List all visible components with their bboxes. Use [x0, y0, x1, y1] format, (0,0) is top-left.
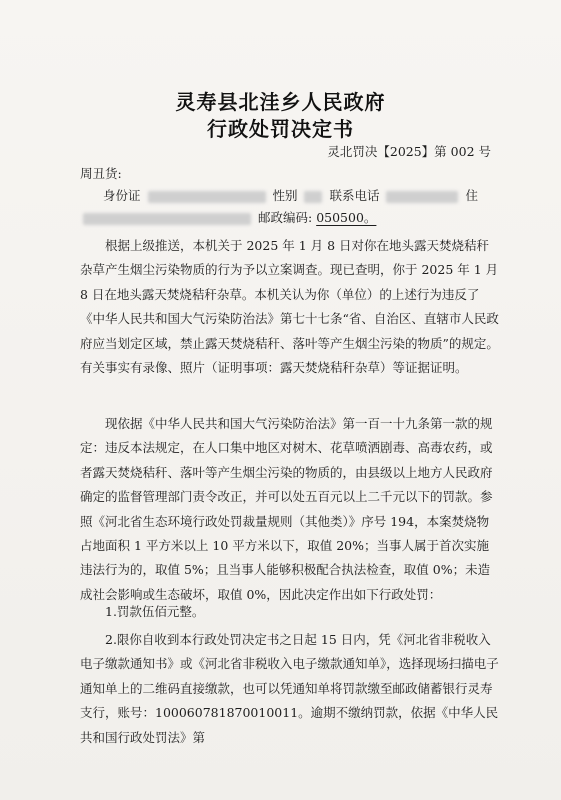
postcode-value: 050500。: [316, 210, 377, 225]
issuer-title: 灵寿县北洼乡人民政府: [175, 90, 386, 114]
paragraph-facts: 根据上级推送，本机关于 2025 年 1 月 8 日对你在地头露天焚烧秸秆杂草产生烟尘污染物质的行为予以立案调查。现已查明，你于 2025 年 1 月 8 日在地头露天焚烧秸秆杂草。本机关认为你（单位）的上述行为违反了《中华人民共和国大气污染防治法》第七十七条“省、自治区、直辖市人民政府应当划定区域，禁止露天焚烧秸秆、落叶等产生烟尘污染的物质”的规定。有关事实有录像、照片（证明事项：露天焚烧秸秆杂草）等证据证明。: [80, 238, 503, 375]
document-title: 行政处罚决定书: [207, 117, 354, 141]
redacted-id: [148, 191, 266, 203]
penalty-item-1: 1.罚款伍佰元整。: [105, 604, 205, 619]
document-number: 灵北罚决【2025】第 002 号: [327, 144, 491, 159]
address-label: 住: [465, 188, 478, 203]
phone-label: 联系电话: [329, 188, 380, 203]
penalty-item-2: 2.限你自收到本行政处罚决定书之日起 15 日内，凭《河北省非税收入电子缴款通知书》或《河北省非税收入电子缴款通知单》，选择现场扫描电子通知单上的二维码直接缴款，也可以凭通知单将罚款缴至邮政储蓄银行灵寿支行，账号：100060781870010011。逾期不缴纳罚款，依据《中华人民共和国行政处罚法》第: [80, 632, 499, 745]
recipient-info-line1: [103, 186, 478, 204]
id-label: 身份证: [103, 188, 141, 203]
redacted-phone: [386, 191, 458, 203]
paragraph-legal-basis: 现依据《中华人民共和国大气污染防治法》第一百一十九条第一款的规定：违反本法规定，在人口集中地区对树木、花草喷洒剧毒、高毒农药，或者露天焚烧秸秆、落叶等产生烟尘污染的物质的，由县级以上地方人民政府确定的监督管理部门责令改正，并可以处五百元以上二千元以下的罚款。参照《河北省生态环境行政处罚裁量规则（其他类）》序号 194，本案焚烧物占地面积 1 平方米以上 10 平方米以下，取值 20%；当事人属于首次实施违法行为的，取值 5%；且当事人能够积极配合执法检查，取值 0%；未造成社会影响或生态破坏，取值 0%，因此决定作出如下行政处罚：: [80, 416, 493, 602]
recipient-info-line2: [80, 208, 376, 226]
recipient-name: 周丑货:: [80, 166, 122, 181]
gender-label: 性别: [272, 188, 298, 203]
redacted-address: [83, 213, 251, 225]
redacted-gender: [304, 191, 322, 203]
postcode-label: 邮政编码:: [257, 210, 313, 225]
